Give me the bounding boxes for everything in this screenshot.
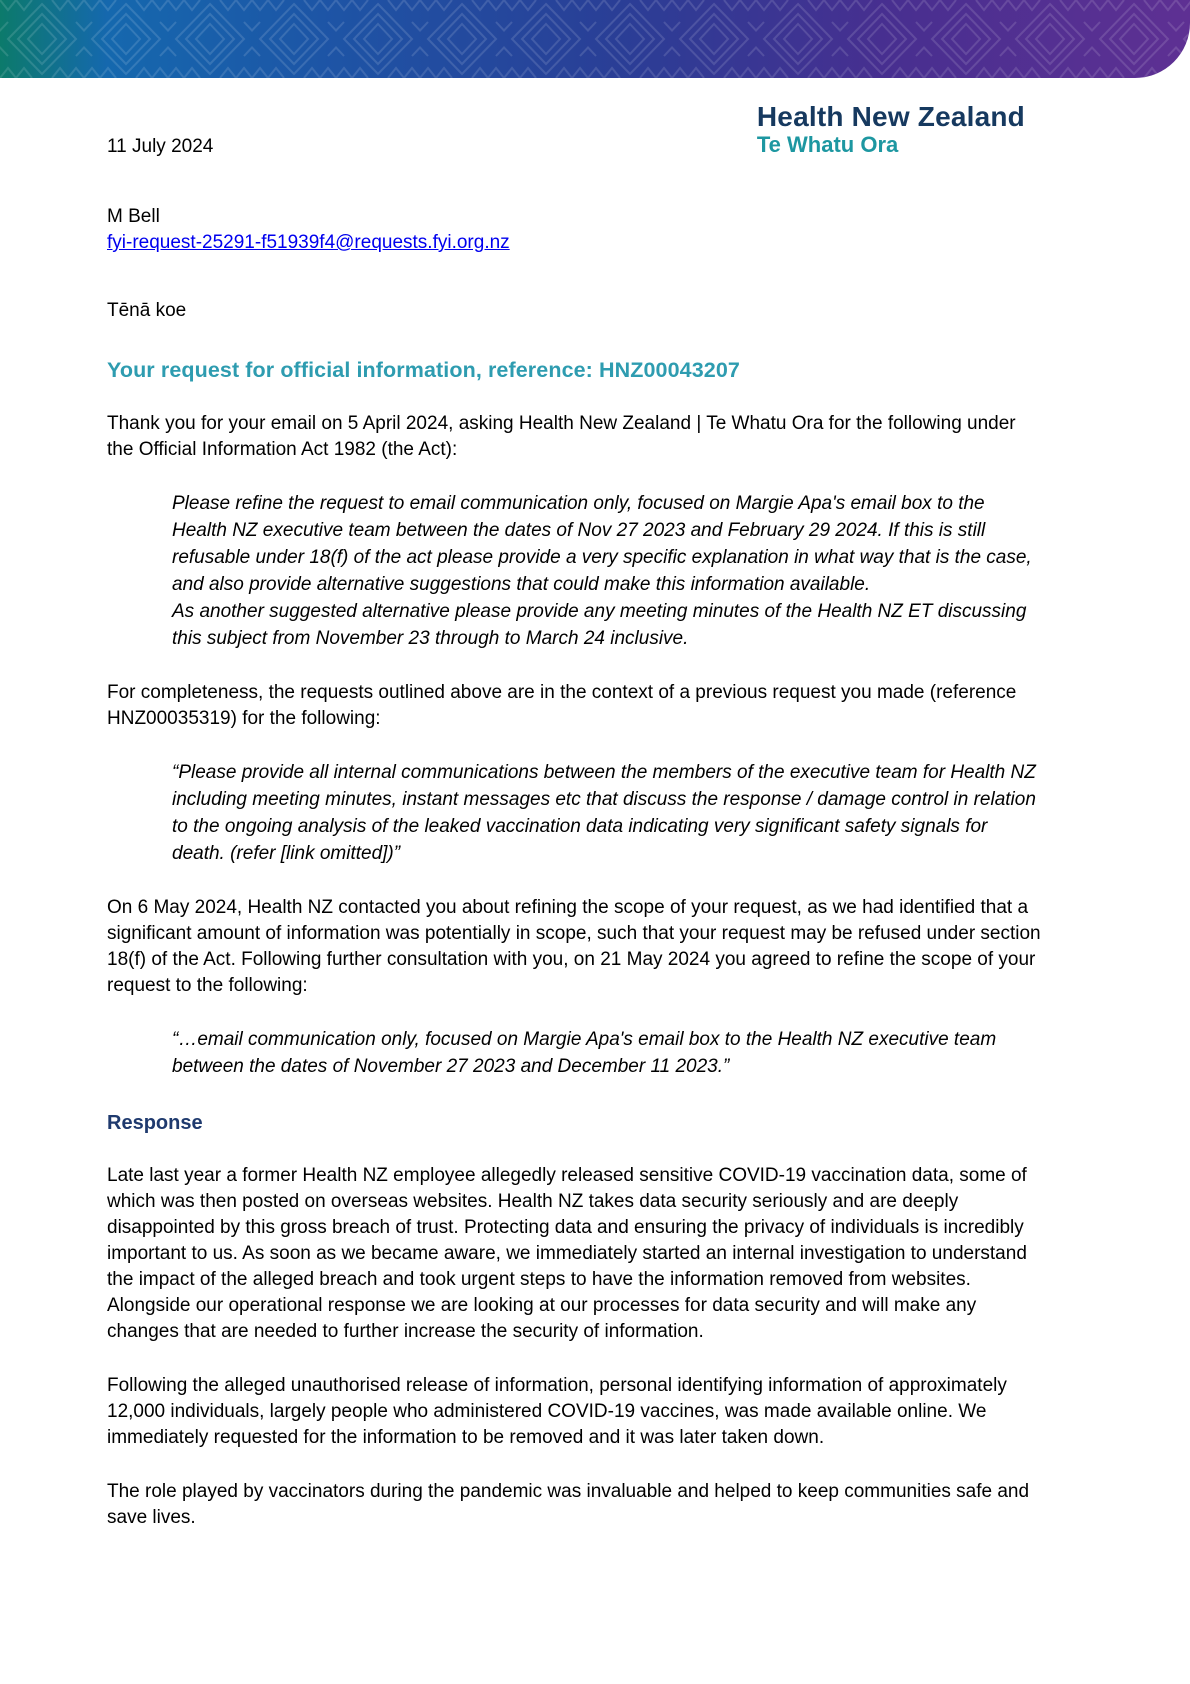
page-title: Your request for official information, reference: HNZ00043207	[107, 358, 740, 382]
response-heading: Response	[107, 1112, 203, 1134]
maori-pattern-icon	[0, 0, 1190, 78]
letter-body	[0, 204, 1190, 1531]
header-row	[0, 78, 1190, 158]
request-quote-2: “Please provide all internal communications between the members of the executive team for Health NZ including meeting minutes, instant messages etc that discuss the response / damage control in relation to the ongoing analysis of the leaked vaccination data indicating very significant safety signals for death. (refer [link omitted])”	[172, 762, 1036, 864]
scope-paragraph: On 6 May 2024, Health NZ contacted you about refining the scope of your request, as we had identified that a significant amount of information was potentially in scope, such that your request may be refused under section 18(f) of the Act. Following further consultation with you, on 21 May 2024 you agreed to refine the scope of your request to the following:	[107, 897, 1041, 996]
logo-secondary-text: Te Whatu Ora	[756, 132, 899, 158]
response-paragraph-1: Late last year a former Health NZ employee allegedly released sensitive COVID-19 vaccination data, some of which was then posted on overseas websites. Health NZ takes data security seriously and are deeply disappointed by this gross breach of trust. Protecting data and ensuring the privacy of individuals is incredibly important to us. As soon as we became aware, we immediately started an internal investigation to understand the impact of the alleged breach and took urgent steps to have the information removed from websites. Alongside our operational response we are looking at our processes for data security and will make any changes that are needed to further increase the security of information.	[107, 1165, 1027, 1342]
request-quote-3: “…email communication only, focused on Margie Apa's email box to the Health NZ executive team between the dates of November 27 2023 and December 11 2023.”	[172, 1029, 997, 1077]
context-paragraph: For completeness, the requests outlined above are in the context of a previous request you made (reference HNZ00035319) for the following:	[107, 682, 1017, 729]
intro-paragraph: Thank you for your email on 5 April 2024, asking Health New Zealand | Te Whatu Ora for the following under the Official Information Act 1982 (the Act):	[107, 413, 1016, 460]
logo	[757, 102, 1025, 156]
salutation: Tēnā koe	[107, 300, 187, 321]
recipient-name: M Bell	[107, 206, 160, 227]
response-paragraph-3: The role played by vaccinators during the pandemic was invaluable and helped to keep communities safe and save lives.	[107, 1481, 1030, 1528]
request-quote-1-part-1: Please refine the request to email communication only, focused on Margie Apa's email box to the Health NZ executive team between the dates of Nov 27 2023 and February 29 2024. If this is still refusable under 18(f) of the act please provide a very specific explanation in what way that is the case, and also provide alternative suggestions that could make this information available.	[172, 493, 1032, 595]
logo-primary-text: Health New Zealand	[756, 101, 1025, 132]
response-paragraph-2: Following the alleged unauthorised release of information, personal identifying information of approximately 12,000 individuals, largely people who administered COVID-19 vaccines, was made available online. We immediately requested for the information to be removed and it was later taken down.	[107, 1375, 1007, 1448]
recipient-block	[107, 204, 1190, 256]
request-quote-1-part-2: As another suggested alternative please provide any meeting minutes of the Health NZ ET discussing this subject from November 23 through to March 24 inclusive.	[172, 601, 1027, 649]
header-banner	[0, 0, 1190, 78]
letter-date: 11 July 2024	[107, 136, 214, 157]
recipient-email-link[interactable]: fyi-request-25291-f51939f4@requests.fyi.org.nz	[107, 232, 510, 253]
